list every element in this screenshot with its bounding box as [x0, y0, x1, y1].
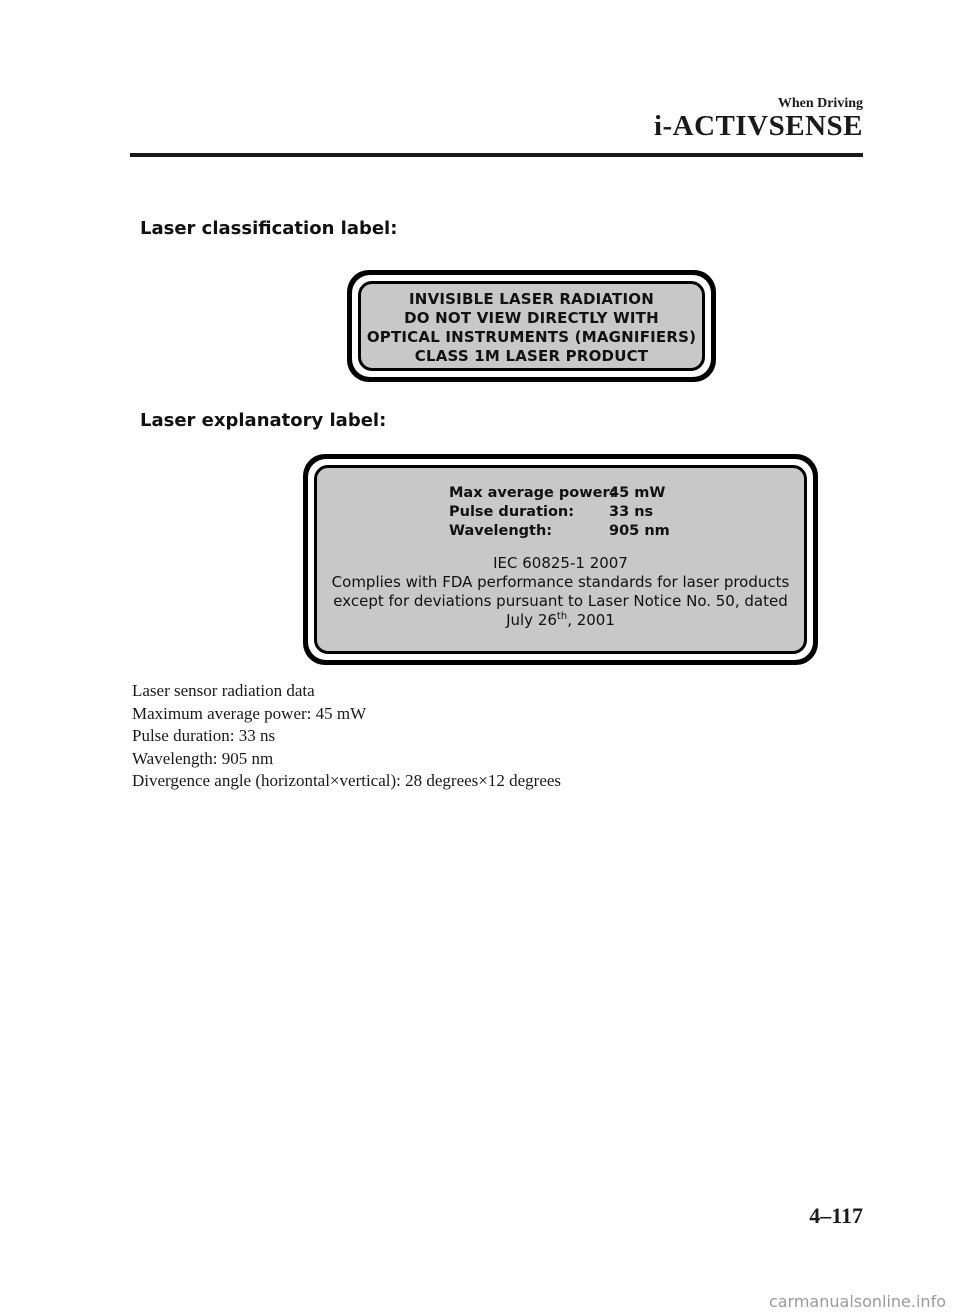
spec-value: 45 mW: [609, 485, 666, 501]
spec-row: [449, 522, 670, 541]
iec-standard: IEC 60825-1 2007: [493, 554, 628, 572]
laser-explanatory-label: [303, 454, 818, 665]
classification-line: DO NOT VIEW DIRECTLY WITH: [404, 309, 659, 327]
compliance-line: Complies with FDA performance standards for laser products: [331, 573, 790, 591]
classification-label-heading: Laser classification label:: [140, 218, 398, 239]
page-number: 4–117: [809, 1203, 863, 1228]
classification-line: CLASS 1M LASER PRODUCT: [414, 347, 649, 365]
spec-name: Max average power:: [449, 485, 616, 501]
laser-spec-table: [449, 484, 670, 541]
compliance-text: [317, 554, 804, 630]
spec-row: [449, 484, 670, 503]
radiation-data-line: Pulse duration: 33 ns: [132, 726, 276, 745]
spec-value: 905 nm: [609, 523, 670, 539]
spec-row: [449, 503, 670, 522]
classification-line: INVISIBLE LASER RADIATION: [409, 290, 654, 308]
compliance-date: July 26th, 2001: [506, 611, 615, 629]
radiation-data-list: [132, 680, 561, 793]
section-name: When Driving: [777, 96, 863, 111]
radiation-data-line: Divergence angle (horizontal×vertical): 28 degrees×12 degrees: [132, 771, 562, 790]
spec-name: Pulse duration:: [449, 504, 575, 520]
watermark: carmanualsonline.info: [768, 1292, 946, 1311]
explanatory-label-heading: Laser explanatory label:: [140, 410, 387, 431]
header-divider: [130, 153, 863, 157]
spec-value: 33 ns: [609, 504, 654, 520]
spec-name: Wavelength:: [449, 523, 553, 539]
laser-classification-label: [347, 270, 716, 382]
radiation-data-line: Maximum average power: 45 mW: [132, 703, 367, 723]
classification-line: OPTICAL INSTRUMENTS (MAGNIFIERS): [366, 328, 697, 346]
compliance-line: except for deviations pursuant to Laser Notice No. 50, dated: [333, 592, 788, 610]
chapter-title: i-ACTIVSENSE: [653, 110, 863, 142]
radiation-data-line: Wavelength: 905 nm: [132, 748, 274, 768]
radiation-data-title: Laser sensor radiation data: [132, 681, 315, 700]
